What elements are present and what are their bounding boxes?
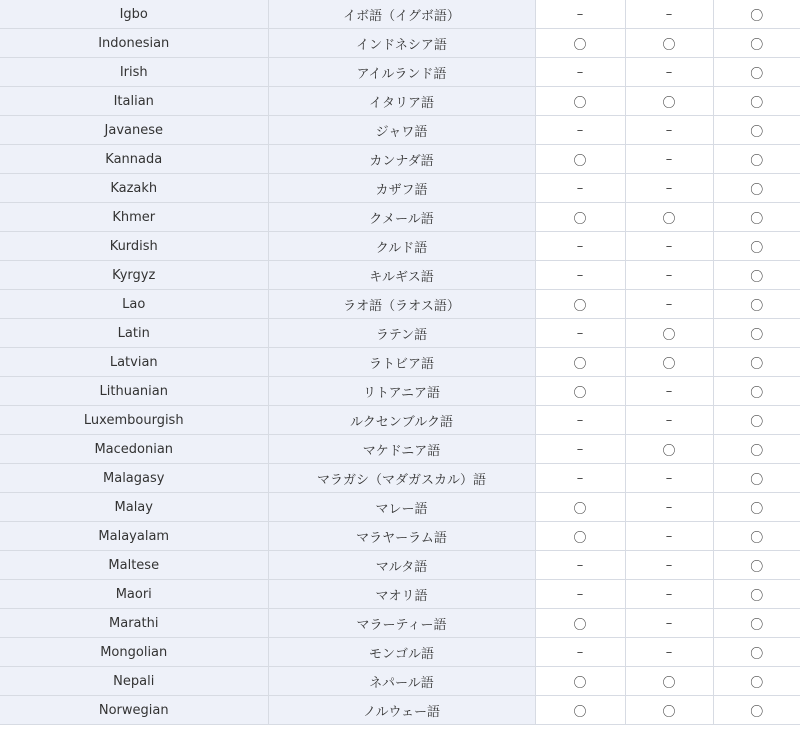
table-row: [0, 580, 800, 609]
support-mark-col-2: 〇: [625, 667, 713, 696]
support-mark-col-3: 〇: [713, 667, 800, 696]
table-row: [0, 29, 800, 58]
language-name-japanese: ルクセンブルク語: [268, 406, 535, 435]
support-mark-col-3: 〇: [713, 551, 800, 580]
support-mark-col-1: 〇: [535, 290, 625, 319]
support-mark-col-2: –: [625, 58, 713, 87]
table-row: [0, 0, 800, 29]
table-row: [0, 261, 800, 290]
language-name-english: Kazakh: [0, 174, 268, 203]
support-mark-col-3: 〇: [713, 203, 800, 232]
language-name-japanese: クメール語: [268, 203, 535, 232]
support-mark-col-3: 〇: [713, 435, 800, 464]
support-mark-col-2: 〇: [625, 87, 713, 116]
support-mark-col-1: 〇: [535, 348, 625, 377]
language-name-japanese: モンゴル語: [268, 638, 535, 667]
language-name-japanese: ラオ語（ラオス語）: [268, 290, 535, 319]
support-mark-col-3: 〇: [713, 493, 800, 522]
support-mark-col-1: –: [535, 638, 625, 667]
language-name-english: Malay: [0, 493, 268, 522]
support-mark-col-3: 〇: [713, 348, 800, 377]
language-name-japanese: マレー語: [268, 493, 535, 522]
support-mark-col-2: –: [625, 609, 713, 638]
support-mark-col-1: –: [535, 435, 625, 464]
support-mark-col-2: 〇: [625, 29, 713, 58]
language-name-english: Igbo: [0, 0, 268, 29]
language-name-japanese: カンナダ語: [268, 145, 535, 174]
language-name-japanese: キルギス語: [268, 261, 535, 290]
language-name-japanese: マルタ語: [268, 551, 535, 580]
table-row: [0, 348, 800, 377]
support-mark-col-1: –: [535, 406, 625, 435]
language-name-english: Maltese: [0, 551, 268, 580]
support-mark-col-1: 〇: [535, 609, 625, 638]
language-name-english: Indonesian: [0, 29, 268, 58]
support-mark-col-3: 〇: [713, 261, 800, 290]
support-mark-col-3: 〇: [713, 522, 800, 551]
support-mark-col-2: 〇: [625, 319, 713, 348]
support-mark-col-2: –: [625, 464, 713, 493]
support-mark-col-1: –: [535, 261, 625, 290]
support-mark-col-2: –: [625, 0, 713, 29]
language-name-japanese: ジャワ語: [268, 116, 535, 145]
support-mark-col-3: 〇: [713, 580, 800, 609]
support-mark-col-1: –: [535, 232, 625, 261]
language-name-japanese: リトアニア語: [268, 377, 535, 406]
support-mark-col-1: 〇: [535, 667, 625, 696]
support-mark-col-1: 〇: [535, 493, 625, 522]
support-mark-col-1: –: [535, 116, 625, 145]
table-row: [0, 319, 800, 348]
support-mark-col-2: –: [625, 551, 713, 580]
language-name-english: Kurdish: [0, 232, 268, 261]
language-name-japanese: ラテン語: [268, 319, 535, 348]
language-name-japanese: カザフ語: [268, 174, 535, 203]
language-name-english: Macedonian: [0, 435, 268, 464]
table-row: [0, 203, 800, 232]
support-mark-col-3: 〇: [713, 116, 800, 145]
support-mark-col-3: 〇: [713, 406, 800, 435]
support-mark-col-1: –: [535, 580, 625, 609]
table-row: [0, 638, 800, 667]
support-mark-col-2: –: [625, 522, 713, 551]
support-mark-col-1: –: [535, 0, 625, 29]
support-mark-col-2: 〇: [625, 203, 713, 232]
table-row: [0, 696, 800, 725]
support-mark-col-1: 〇: [535, 377, 625, 406]
support-mark-col-2: –: [625, 261, 713, 290]
support-mark-col-1: 〇: [535, 203, 625, 232]
support-mark-col-1: –: [535, 551, 625, 580]
language-name-japanese: アイルランド語: [268, 58, 535, 87]
support-mark-col-3: 〇: [713, 174, 800, 203]
table-row: [0, 116, 800, 145]
table-row: [0, 493, 800, 522]
table-row: [0, 464, 800, 493]
language-name-english: Norwegian: [0, 696, 268, 725]
support-mark-col-3: 〇: [713, 319, 800, 348]
support-mark-col-1: 〇: [535, 87, 625, 116]
language-name-japanese: ネパール語: [268, 667, 535, 696]
language-name-japanese: マラヤーラム語: [268, 522, 535, 551]
language-name-english: Khmer: [0, 203, 268, 232]
support-mark-col-1: 〇: [535, 696, 625, 725]
language-name-japanese: クルド語: [268, 232, 535, 261]
language-name-japanese: マラーティー語: [268, 609, 535, 638]
support-mark-col-3: 〇: [713, 464, 800, 493]
language-name-english: Maori: [0, 580, 268, 609]
table-row: [0, 87, 800, 116]
support-mark-col-2: –: [625, 377, 713, 406]
support-mark-col-1: –: [535, 464, 625, 493]
support-mark-col-1: 〇: [535, 145, 625, 174]
support-mark-col-2: –: [625, 406, 713, 435]
language-name-english: Malayalam: [0, 522, 268, 551]
language-name-english: Marathi: [0, 609, 268, 638]
support-mark-col-2: –: [625, 580, 713, 609]
language-name-japanese: イボ語（イグボ語）: [268, 0, 535, 29]
language-name-english: Lao: [0, 290, 268, 319]
language-name-english: Mongolian: [0, 638, 268, 667]
language-name-japanese: マラガシ（マダガスカル）語: [268, 464, 535, 493]
language-name-english: Kannada: [0, 145, 268, 174]
table-row: [0, 609, 800, 638]
support-mark-col-3: 〇: [713, 0, 800, 29]
language-name-english: Luxembourgish: [0, 406, 268, 435]
table-row: [0, 377, 800, 406]
table-row: [0, 145, 800, 174]
table-row: [0, 522, 800, 551]
support-mark-col-2: –: [625, 145, 713, 174]
support-mark-col-3: 〇: [713, 638, 800, 667]
support-mark-col-2: –: [625, 232, 713, 261]
support-mark-col-3: 〇: [713, 29, 800, 58]
language-name-japanese: インドネシア語: [268, 29, 535, 58]
language-name-japanese: ノルウェー語: [268, 696, 535, 725]
language-name-english: Latin: [0, 319, 268, 348]
support-mark-col-2: 〇: [625, 348, 713, 377]
support-mark-col-2: 〇: [625, 435, 713, 464]
table-row: [0, 667, 800, 696]
language-name-english: Nepali: [0, 667, 268, 696]
language-name-english: Irish: [0, 58, 268, 87]
support-mark-col-2: –: [625, 174, 713, 203]
language-name-english: Malagasy: [0, 464, 268, 493]
language-name-japanese: ラトビア語: [268, 348, 535, 377]
support-mark-col-3: 〇: [713, 145, 800, 174]
language-name-english: Latvian: [0, 348, 268, 377]
language-name-english: Lithuanian: [0, 377, 268, 406]
support-mark-col-3: 〇: [713, 58, 800, 87]
table-row: [0, 58, 800, 87]
table-row: [0, 435, 800, 464]
table-row: [0, 232, 800, 261]
support-mark-col-1: –: [535, 319, 625, 348]
table-row: [0, 406, 800, 435]
support-mark-col-1: –: [535, 58, 625, 87]
table-row: [0, 290, 800, 319]
language-name-japanese: マオリ語: [268, 580, 535, 609]
support-mark-col-2: –: [625, 493, 713, 522]
table-row: [0, 174, 800, 203]
support-mark-col-3: 〇: [713, 609, 800, 638]
support-mark-col-1: 〇: [535, 29, 625, 58]
support-mark-col-2: –: [625, 116, 713, 145]
support-mark-col-3: 〇: [713, 377, 800, 406]
support-mark-col-1: –: [535, 174, 625, 203]
support-mark-col-2: –: [625, 638, 713, 667]
language-name-english: Italian: [0, 87, 268, 116]
support-mark-col-3: 〇: [713, 290, 800, 319]
table-row: [0, 551, 800, 580]
language-name-english: Javanese: [0, 116, 268, 145]
support-mark-col-2: –: [625, 290, 713, 319]
support-mark-col-3: 〇: [713, 696, 800, 725]
language-name-english: Kyrgyz: [0, 261, 268, 290]
language-name-japanese: マケドニア語: [268, 435, 535, 464]
support-mark-col-1: 〇: [535, 522, 625, 551]
support-mark-col-2: 〇: [625, 696, 713, 725]
support-mark-col-3: 〇: [713, 232, 800, 261]
language-name-japanese: イタリア語: [268, 87, 535, 116]
support-mark-col-3: 〇: [713, 87, 800, 116]
